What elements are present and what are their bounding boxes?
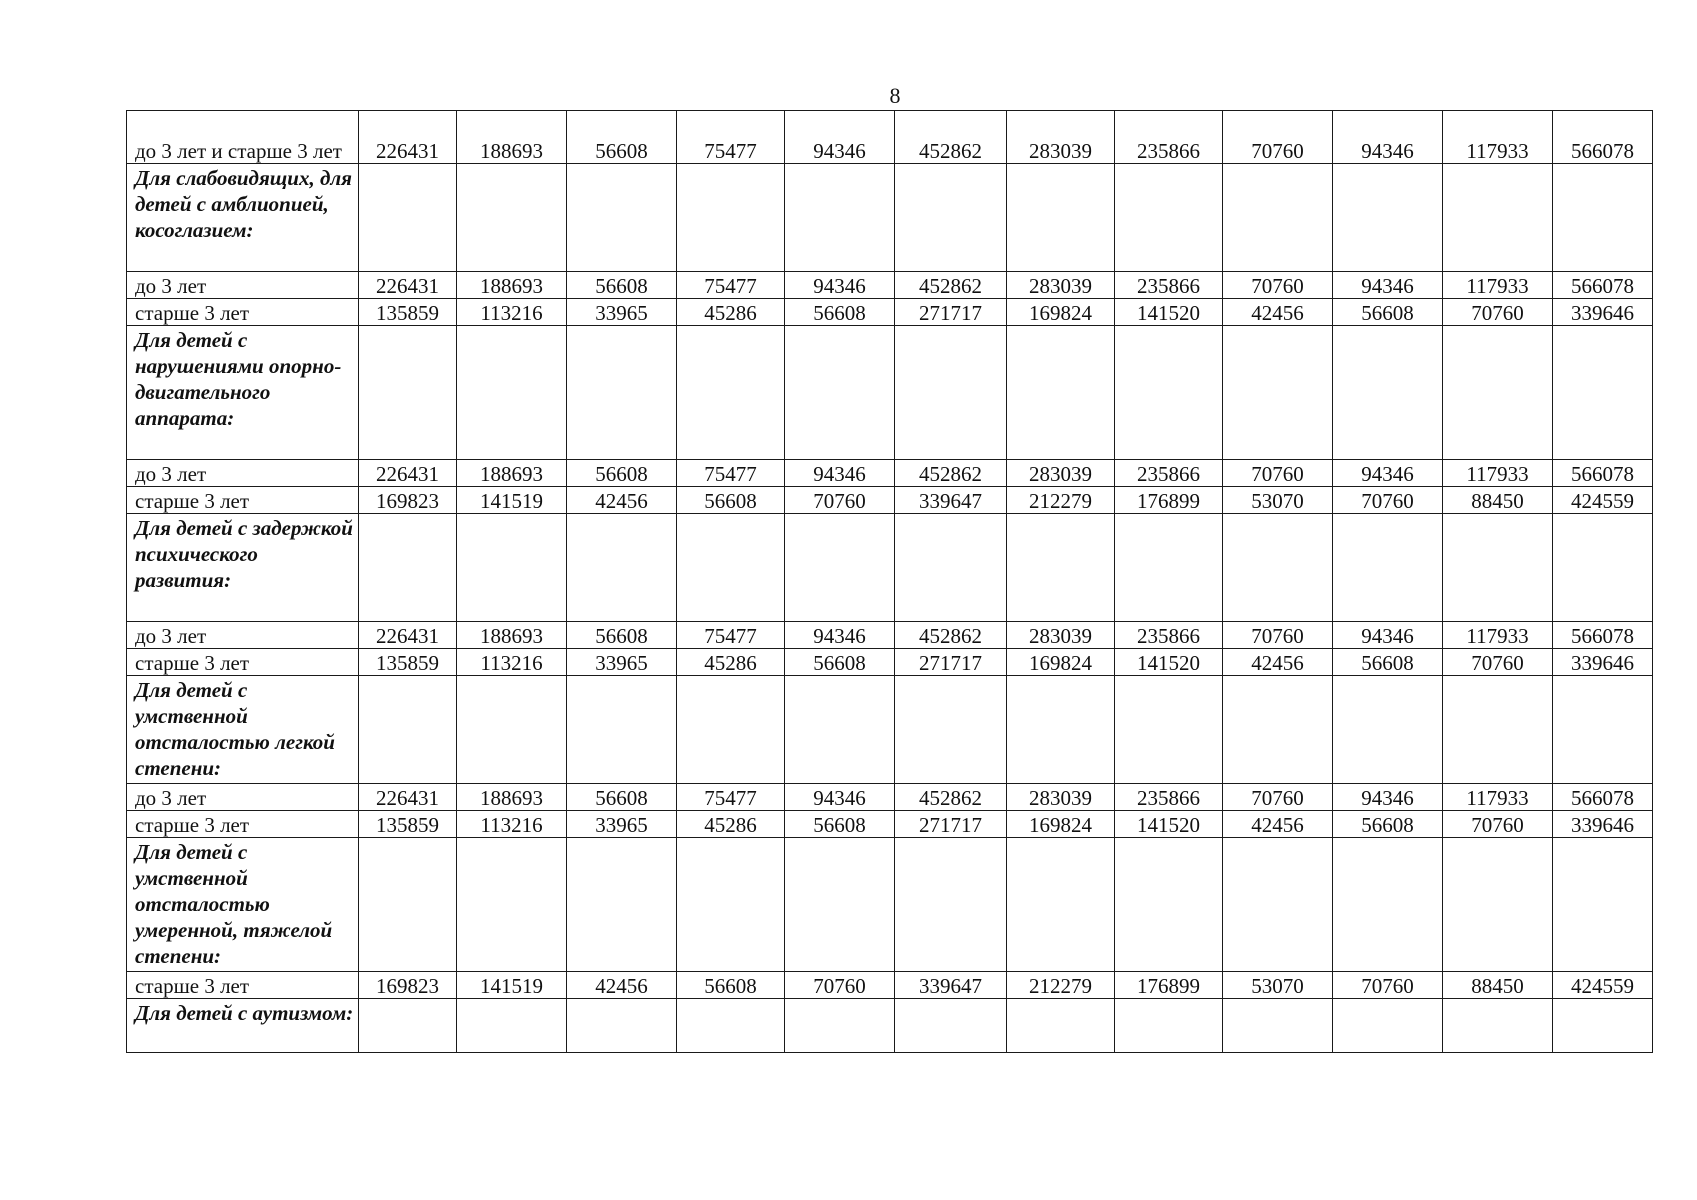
value-cell: 70760 [1443,649,1553,676]
value-cell: 117933 [1443,272,1553,299]
value-cell [1443,676,1553,784]
value-cell: 452862 [895,784,1007,811]
value-cell: 169824 [1007,811,1115,838]
value-cell: 42456 [567,487,677,514]
value-cell: 339646 [1553,649,1653,676]
value-cell: 226431 [359,111,457,164]
value-cell: 235866 [1115,111,1223,164]
value-cell: 117933 [1443,784,1553,811]
value-cell: 94346 [1333,272,1443,299]
value-cell: 94346 [785,460,895,487]
value-cell: 226431 [359,622,457,649]
value-cell: 235866 [1115,460,1223,487]
value-cell: 117933 [1443,460,1553,487]
value-cell: 94346 [1333,111,1443,164]
value-cell [457,514,567,622]
row-label: до 3 лет и старше 3 лет [127,111,359,164]
value-cell: 70760 [785,972,895,999]
value-cell [1007,326,1115,460]
value-cell: 33965 [567,649,677,676]
value-cell: 212279 [1007,487,1115,514]
value-cell [1223,326,1333,460]
value-cell [359,676,457,784]
value-cell: 235866 [1115,622,1223,649]
category-heading-row [127,326,1653,460]
value-cell: 70760 [785,487,895,514]
value-cell: 271717 [895,811,1007,838]
value-cell: 70760 [1223,460,1333,487]
category-heading-row [127,999,1653,1053]
value-cell [1553,164,1653,272]
value-cell: 70760 [1333,972,1443,999]
value-cell: 56608 [785,299,895,326]
value-cell [1007,838,1115,972]
value-cell: 452862 [895,622,1007,649]
value-cell: 56608 [1333,299,1443,326]
value-cell: 452862 [895,111,1007,164]
table-row [127,487,1653,514]
value-cell [895,326,1007,460]
value-cell: 94346 [1333,784,1443,811]
value-cell [785,676,895,784]
value-cell [359,999,457,1053]
row-label: до 3 лет [127,784,359,811]
value-cell [677,514,785,622]
table-row [127,460,1653,487]
value-cell: 169824 [1007,299,1115,326]
value-cell: 56608 [1333,811,1443,838]
value-cell [1223,999,1333,1053]
row-label: до 3 лет [127,272,359,299]
value-cell [457,326,567,460]
value-cell [1553,676,1653,784]
value-cell: 53070 [1223,972,1333,999]
value-cell [677,326,785,460]
value-cell [1223,838,1333,972]
value-cell: 42456 [567,972,677,999]
category-heading: Для детей с нарушениями опорно-двигательного аппарата: [127,326,359,460]
value-cell [1007,164,1115,272]
value-cell: 56608 [785,649,895,676]
category-heading: Для детей с умственной отсталостью легкой степени: [127,676,359,784]
value-cell: 94346 [785,111,895,164]
page-number: 8 [889,83,901,108]
value-cell: 56608 [1333,649,1443,676]
value-cell [1553,514,1653,622]
value-cell: 566078 [1553,622,1653,649]
value-cell [567,676,677,784]
value-cell: 188693 [457,622,567,649]
value-cell [1443,999,1553,1053]
value-cell [1007,999,1115,1053]
value-cell: 188693 [457,272,567,299]
row-label: старше 3 лет [127,487,359,514]
value-cell: 75477 [677,460,785,487]
value-cell [1007,676,1115,784]
value-cell: 339647 [895,487,1007,514]
value-cell [677,676,785,784]
value-cell: 45286 [677,649,785,676]
value-cell [1333,838,1443,972]
value-cell: 235866 [1115,272,1223,299]
value-cell [895,164,1007,272]
value-cell [1443,164,1553,272]
table-row [127,111,1653,164]
value-cell: 226431 [359,784,457,811]
category-heading: Для детей с аутизмом: [127,999,359,1053]
value-cell: 271717 [895,299,1007,326]
value-cell: 117933 [1443,622,1553,649]
value-cell: 188693 [457,111,567,164]
value-cell: 566078 [1553,272,1653,299]
value-cell: 339646 [1553,299,1653,326]
value-cell: 169823 [359,487,457,514]
value-cell: 135859 [359,649,457,676]
row-label: до 3 лет [127,460,359,487]
value-cell: 56608 [567,622,677,649]
value-cell [1443,326,1553,460]
value-cell: 283039 [1007,272,1115,299]
table-row [127,972,1653,999]
value-cell [677,999,785,1053]
value-cell [457,676,567,784]
value-cell: 339647 [895,972,1007,999]
value-cell: 94346 [1333,460,1443,487]
value-cell: 235866 [1115,784,1223,811]
value-cell: 117933 [1443,111,1553,164]
value-cell: 169823 [359,972,457,999]
value-cell: 75477 [677,272,785,299]
row-label: старше 3 лет [127,649,359,676]
value-cell [1223,164,1333,272]
category-heading: Для детей с задержкой психического развития: [127,514,359,622]
value-cell [567,999,677,1053]
value-cell: 141519 [457,972,567,999]
value-cell [1333,676,1443,784]
value-cell: 70760 [1443,299,1553,326]
value-cell [1333,999,1443,1053]
table-row [127,272,1653,299]
value-cell: 94346 [785,622,895,649]
category-heading: Для детей с умственной отсталостью умеренной, тяжелой степени: [127,838,359,972]
row-label: старше 3 лет [127,299,359,326]
value-cell [1333,164,1443,272]
row-label: до 3 лет [127,622,359,649]
category-heading: Для слабовидящих, для детей с амблиопией, косоглазием: [127,164,359,272]
value-cell: 75477 [677,622,785,649]
value-cell [457,838,567,972]
value-cell: 283039 [1007,622,1115,649]
value-cell [1553,326,1653,460]
value-cell: 141520 [1115,811,1223,838]
table-row [127,811,1653,838]
value-cell [359,326,457,460]
value-cell: 424559 [1553,972,1653,999]
value-cell: 56608 [677,487,785,514]
value-cell [1115,514,1223,622]
value-cell [895,676,1007,784]
value-cell: 271717 [895,649,1007,676]
value-cell: 212279 [1007,972,1115,999]
value-cell [567,838,677,972]
value-cell: 113216 [457,649,567,676]
value-cell [1115,676,1223,784]
value-cell [457,164,567,272]
value-cell [1115,999,1223,1053]
value-cell: 42456 [1223,649,1333,676]
value-cell: 566078 [1553,460,1653,487]
value-cell: 424559 [1553,487,1653,514]
table-body [127,111,1653,1053]
value-cell [677,164,785,272]
value-cell [895,514,1007,622]
value-cell: 135859 [359,811,457,838]
value-cell: 70760 [1333,487,1443,514]
value-cell: 113216 [457,299,567,326]
value-cell [895,999,1007,1053]
value-cell: 33965 [567,299,677,326]
cost-table [126,110,1653,1053]
value-cell: 42456 [1223,811,1333,838]
value-cell [895,838,1007,972]
value-cell: 70760 [1223,622,1333,649]
value-cell: 141519 [457,487,567,514]
value-cell: 283039 [1007,460,1115,487]
value-cell: 169824 [1007,649,1115,676]
table-row [127,622,1653,649]
value-cell: 56608 [785,811,895,838]
value-cell: 113216 [457,811,567,838]
value-cell: 56608 [677,972,785,999]
value-cell [1115,838,1223,972]
value-cell [1553,999,1653,1053]
value-cell: 56608 [567,111,677,164]
value-cell: 88450 [1443,487,1553,514]
table-row [127,299,1653,326]
value-cell [359,514,457,622]
value-cell: 94346 [1333,622,1443,649]
value-cell: 176899 [1115,972,1223,999]
value-cell [567,164,677,272]
category-heading-row [127,676,1653,784]
value-cell: 33965 [567,811,677,838]
value-cell: 226431 [359,272,457,299]
value-cell [457,999,567,1053]
category-heading-row [127,164,1653,272]
value-cell: 56608 [567,272,677,299]
value-cell: 226431 [359,460,457,487]
value-cell [785,838,895,972]
value-cell: 283039 [1007,111,1115,164]
value-cell [1007,514,1115,622]
value-cell [1443,514,1553,622]
value-cell [677,838,785,972]
value-cell: 42456 [1223,299,1333,326]
value-cell: 339646 [1553,811,1653,838]
value-cell: 70760 [1223,272,1333,299]
category-heading-row [127,514,1653,622]
value-cell: 566078 [1553,111,1653,164]
value-cell: 56608 [567,460,677,487]
value-cell [1443,838,1553,972]
value-cell: 141520 [1115,299,1223,326]
value-cell: 70760 [1223,111,1333,164]
value-cell [1223,514,1333,622]
value-cell: 70760 [1443,811,1553,838]
value-cell: 452862 [895,460,1007,487]
value-cell: 452862 [895,272,1007,299]
value-cell: 70760 [1223,784,1333,811]
table-row [127,784,1653,811]
table-row [127,649,1653,676]
value-cell [785,514,895,622]
value-cell: 75477 [677,111,785,164]
value-cell: 141520 [1115,649,1223,676]
value-cell [1553,838,1653,972]
value-cell [567,326,677,460]
value-cell: 188693 [457,460,567,487]
value-cell: 566078 [1553,784,1653,811]
row-label: старше 3 лет [127,972,359,999]
value-cell: 75477 [677,784,785,811]
value-cell [785,326,895,460]
value-cell [1333,514,1443,622]
row-label: старше 3 лет [127,811,359,838]
value-cell: 188693 [457,784,567,811]
value-cell [785,164,895,272]
value-cell [785,999,895,1053]
value-cell [567,514,677,622]
value-cell [1115,164,1223,272]
value-cell [1115,326,1223,460]
category-heading-row [127,838,1653,972]
value-cell [1333,326,1443,460]
value-cell [359,838,457,972]
value-cell [1223,676,1333,784]
value-cell: 94346 [785,272,895,299]
value-cell: 88450 [1443,972,1553,999]
value-cell: 45286 [677,299,785,326]
value-cell [359,164,457,272]
value-cell: 176899 [1115,487,1223,514]
value-cell: 94346 [785,784,895,811]
value-cell: 53070 [1223,487,1333,514]
value-cell: 135859 [359,299,457,326]
value-cell: 56608 [567,784,677,811]
value-cell: 45286 [677,811,785,838]
value-cell: 283039 [1007,784,1115,811]
